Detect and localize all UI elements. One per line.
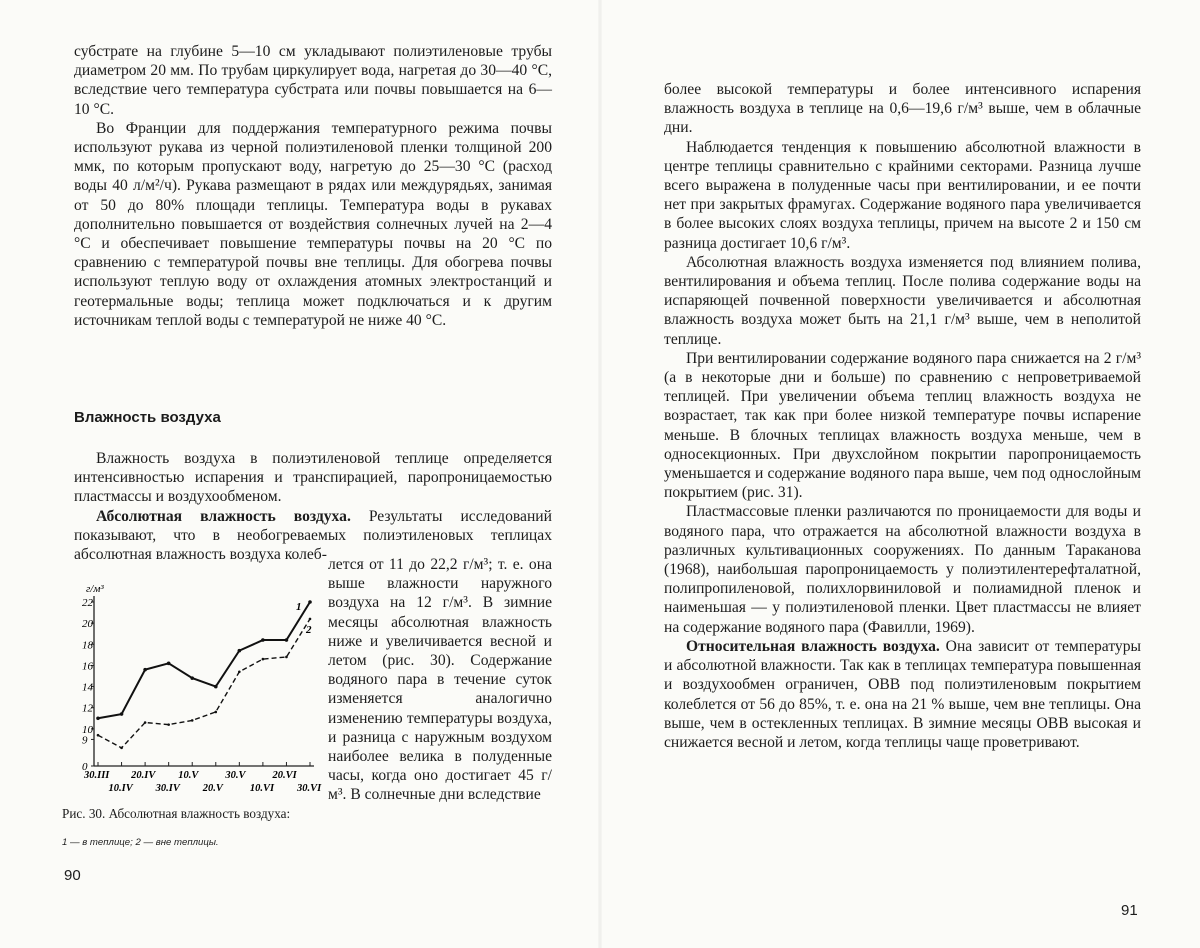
y-tick-label: 22 [82, 597, 93, 609]
data-point [120, 747, 123, 750]
y-tick-label: 14 [82, 681, 93, 694]
data-point [96, 716, 100, 720]
data-point [190, 676, 194, 680]
paragraph: Во Франции для поддержания температурного режима почвы используют рукава из черной полиэтиленовой пленки толщиной 200 ммк, по которым пропускают воду, нагретую до 25—30 °С (расход воды 40 л/м²/ч). Рукава размещают в рядах или междурядьях, занимая от 50 до 80% площади теплицы. Температура воды в рукавах дополнительно повышается от воздействия солнечных лучей на 2—4 °С и обеспечивает повышение температуры почвы на 20 °С по сравнению с температурой почвы вне теплицы. Для обогрева почвы используют теплую воду от охлаждения атомных электростанций и геотермальные воды; теплица может подключаться и к другим источникам теплой воды с температурой не ниже 40 °С. [74, 119, 552, 329]
data-point [214, 685, 218, 689]
figure-legend: 1 — в теплице; 2 — вне теплицы. [62, 837, 219, 848]
x-tick-label: 30.V [225, 770, 246, 781]
paragraph [664, 138, 1141, 253]
data-point [143, 668, 147, 672]
y-tick-label: 16 [82, 660, 93, 673]
paragraph [664, 502, 1141, 636]
data-point [167, 723, 170, 726]
y-tick-label: 0 [82, 761, 88, 773]
section-heading: Влажность воздуха [74, 409, 221, 426]
series-line-1 [98, 602, 310, 718]
right-page [600, 0, 1200, 948]
data-point [309, 618, 312, 621]
data-point [285, 638, 289, 642]
run-in-heading: Относительная влажность воздуха. [686, 637, 940, 655]
right-text [664, 80, 1141, 752]
data-point [144, 721, 147, 724]
data-point [214, 711, 217, 714]
paragraph: лется от 11 до 22,2 г/м³; т. е. она выше влажности наружного воздуха на 12 г/м³. В зимние месяцы абсолютная влажность ниже и увеличивается весной и летом (рис. 30). Содержание водяного пара в течение суток изменяется аналогично изменению температуры воздуха, и разница с наружным воздухом наиболее велика в полуденные часы, когда оно достигает 45 г/м³. В солнечные дни вследствие [328, 556, 552, 804]
paragraph [664, 637, 1141, 752]
paragraph [664, 80, 1141, 138]
run-in-heading: Абсолютная влажность воздуха. [96, 507, 351, 525]
x-tick-label: 10.V [178, 770, 199, 781]
paragraph-text: Результаты исследований показывают, что в необогреваемых полиэтиленовых теплицах абсолютная влажность воздуха колеб- [74, 507, 552, 564]
paragraph: Влажность воздуха в полиэтиленовой теплице определяется интенсивностью испарения и транспирацией, паропроницаемостью пластмассы и воздухообменом. [74, 450, 552, 506]
paragraph [664, 253, 1141, 349]
x-tick-label: 20.V [202, 783, 223, 794]
page-number: 91 [1121, 902, 1138, 919]
y-tick-label: 12 [82, 702, 93, 715]
figure-30-chart [58, 580, 330, 800]
data-point [191, 719, 194, 722]
series-label: 1 [296, 601, 302, 613]
data-point [238, 670, 241, 673]
y-tick-label: 18 [82, 639, 93, 652]
data-point [238, 649, 242, 653]
paragraph-text: При вентилировании содержание водяного пара снижается на 2 г/м³ (а в некоторые дни и больше) по сравнению с непроветриваемой теплицей. При увеличении объема теплиц влажность воздуха не возрастает, так как при более низкой температуре почвы испарение меньше. В блочных теплицах влажность воздуха меньше, чем в односекционных. При двухслойном покрытии паропроницаемость уменьшается и содержание водяного пара выше, чем под однослойным покрытием (рис. 31). [664, 349, 1141, 502]
data-point [167, 662, 171, 666]
paragraph-text: Она зависит от температуры и абсолютной влажности. Так как в теплицах температура повышенная и воздухообмен ограничен, ОВВ под полиэтиленовым покрытием колеблется от 56 до 85%, т. е. она на 21 % выше, чем вне теплицы. Она выше, чем в остекленных теплицах. В зимние месяцы ОВВ высокая и снижается весной и летом, когда теплицы чаще проветривают. [664, 637, 1142, 751]
series-label: 2 [306, 623, 312, 636]
x-tick-label: 30.VI [297, 783, 322, 794]
paragraph-text: Пластмассовые пленки различаются по проницаемости для воды и водяного пара, что отражается на абсолютной влажности воздуха в различных культивационных сооружениях. По данным Тараканова (1968), наибольшая паропроницаемость у полиэтилентерефталатной, полипропиленовой, полихлорвиниловой и полиамидной пленок и наименьшая — у полиэтиленовой пленки. Цвет пластмассы не влияет на содержание водяного пара (Фавилли, 1969). [664, 503, 1141, 636]
y-axis-label: г/м³ [86, 583, 104, 595]
figure-caption: Рис. 30. Абсолютная влажность воздуха: [62, 806, 291, 821]
y-tick-label: 20 [82, 618, 93, 631]
left-mid-text [74, 449, 552, 564]
data-point [308, 600, 312, 604]
paragraph-text: Абсолютная влажность воздуха изменяется под влиянием полива, вентилирования и объема теплиц. После полива содержание воды на испаряющей почвенной поверхности увеличивается и абсолютная влажность воздуха может быть на 21,1 г/м³ выше, чем в неполитой теплице. [664, 253, 1141, 348]
x-tick-label: 30.IV [155, 783, 180, 794]
x-tick-label: 20.IV [131, 770, 156, 781]
page-number: 90 [64, 867, 81, 884]
x-tick-label: 30.III [84, 770, 110, 781]
data-point [97, 734, 100, 737]
x-tick-label: 10.VI [249, 783, 275, 794]
left-top-text [74, 42, 552, 330]
paragraph-text: более высокой температуры и более интенсивного испарения влажность воздуха в теплице на 0,6—19,6 г/м³ выше, чем в облачные дни. [664, 81, 1141, 137]
y-tick-label: 10 [82, 723, 93, 736]
data-point [262, 658, 265, 661]
x-tick-label: 10.IV [108, 783, 133, 794]
x-tick-label: 20.VI [272, 770, 297, 781]
paragraph-text: Наблюдается тенденция к повышению абсолютной влажности в центре теплицы сравнительно с крайними секторами. Разница лучше всего выражена в полуденные часы при вентилировании, и ее почти нет при закрытых фрамугах. Содержание водяного пара увеличивается в более высоких слоях воздуха теплицы, причем на высоте 2 и 150 см разница достигает 10,6 г/м³. [664, 138, 1141, 252]
data-point [120, 712, 124, 716]
data-point [261, 638, 265, 642]
data-point [285, 656, 288, 659]
y-tick-label: 9 [82, 734, 88, 747]
paragraph [664, 349, 1141, 503]
left-wrap-text [328, 555, 552, 805]
paragraph: субстрате на глубине 5—10 см укладывают полиэтиленовые трубы диаметром 20 мм. По трубам циркулирует вода, нагретая до 30—40 °С, вследствие чего температура субстрата или почвы повышается на 6—10 °С. [74, 43, 552, 118]
